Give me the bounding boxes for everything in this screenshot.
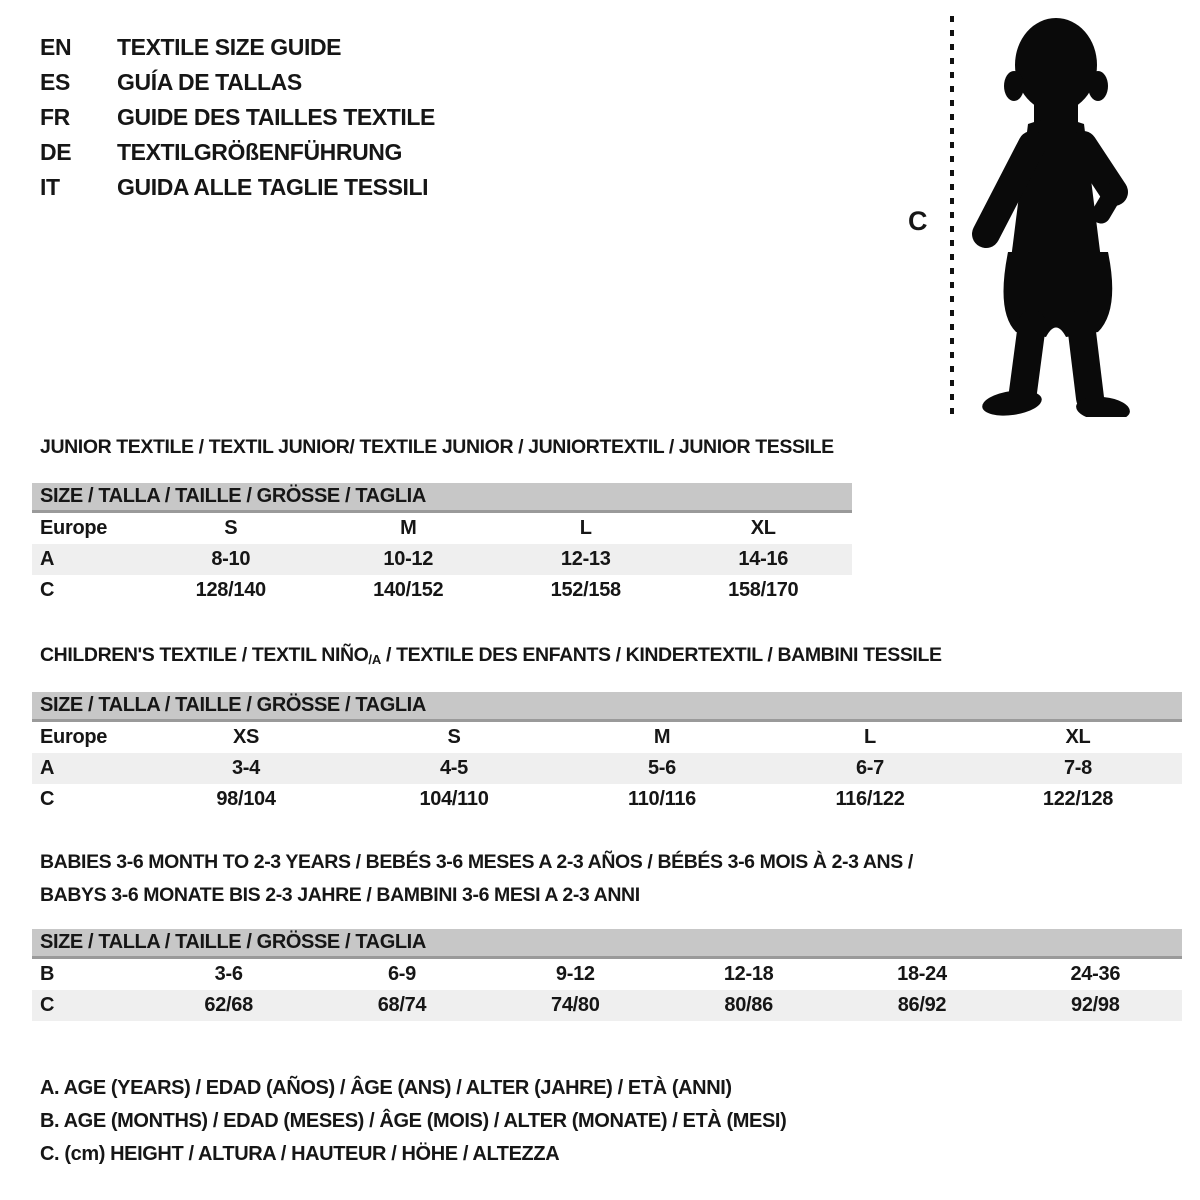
value-cell: 3-6 <box>214 963 243 985</box>
row-label: C <box>40 994 55 1016</box>
table-row <box>32 753 1182 784</box>
value-cell: 140/152 <box>373 579 444 601</box>
table-row <box>32 959 1182 990</box>
value-cell: 8-10 <box>211 548 251 570</box>
language-code: ES <box>40 69 70 95</box>
size-cell: XL <box>750 517 776 539</box>
value-cell: 62/68 <box>204 994 253 1016</box>
value-cell: 5-6 <box>647 757 676 779</box>
value-cell: 116/122 <box>835 788 905 810</box>
value-cell: 24-36 <box>1070 963 1121 985</box>
junior-section-title: JUNIOR TEXTILE / TEXTIL JUNIOR/ TEXTILE JUNIOR / JUNIORTEXTIL / JUNIOR TESSILE <box>40 436 834 458</box>
size-cell: M <box>653 726 671 748</box>
value-cell: 122/128 <box>1042 788 1114 810</box>
language-label: TEXTILGRÖßENFÜHRUNG <box>117 139 402 165</box>
value-cell: 7-8 <box>1063 757 1092 779</box>
legend-line-a: A. AGE (YEARS) / EDAD (AÑOS) / ÂGE (ANS) / ALTER (JAHRE) / ETÀ (ANNI) <box>40 1077 732 1099</box>
size-table-header: SIZE / TALLA / TAILLE / GRÖSSE / TAGLIA <box>32 692 1182 722</box>
language-row-es <box>40 65 435 100</box>
value-cell: 18-24 <box>897 963 947 985</box>
row-label: Europe <box>40 517 108 539</box>
size-cell: XL <box>1065 726 1091 748</box>
language-list <box>40 30 435 205</box>
children-title-post: / TEXTILE DES ENFANTS / KINDERTEXTIL / BAMBINI TESSILE <box>381 644 942 666</box>
value-cell: 9-12 <box>555 963 595 985</box>
legend-line-b: B. AGE (MONTHS) / EDAD (MESES) / ÂGE (MOIS) / ALTER (MONATE) / ETÀ (MESI) <box>40 1110 787 1132</box>
value-cell: 3-4 <box>231 757 260 779</box>
junior-size-table <box>32 483 852 606</box>
value-cell: 12-18 <box>723 963 774 985</box>
babies-section-title-line1: BABIES 3-6 MONTH TO 2-3 YEARS / BEBÉS 3-6 MESES A 2-3 AÑOS / BÉBÉS 3-6 MOIS À 2-3 ANS / <box>40 851 913 873</box>
value-cell: 128/140 <box>195 579 266 601</box>
language-label: GUÍA DE TALLAS <box>117 69 302 95</box>
value-cell: 104/110 <box>419 788 489 810</box>
size-cell: S <box>447 726 461 748</box>
table-row <box>32 722 1182 753</box>
size-table-header: SIZE / TALLA / TAILLE / GRÖSSE / TAGLIA <box>32 929 1182 959</box>
legend-line-c: C. (cm) HEIGHT / ALTURA / HAUTEUR / HÖHE / ALTEZZA <box>40 1143 560 1165</box>
row-label: Europe <box>40 726 108 748</box>
row-label: A <box>40 548 55 570</box>
value-cell: 14-16 <box>738 548 789 570</box>
language-code: EN <box>40 34 72 60</box>
table-row <box>32 544 852 575</box>
language-row-de <box>40 135 435 170</box>
value-cell: 12-13 <box>560 548 611 570</box>
height-measure-label: C <box>908 206 928 236</box>
language-row-fr <box>40 100 435 135</box>
size-cell: S <box>224 517 238 539</box>
row-label: A <box>40 757 55 779</box>
value-cell: 4-5 <box>439 757 468 779</box>
size-table-header: SIZE / TALLA / TAILLE / GRÖSSE / TAGLIA <box>32 483 852 513</box>
value-cell: 80/86 <box>724 994 773 1016</box>
value-cell: 10-12 <box>383 548 434 570</box>
table-row <box>32 575 852 606</box>
size-cell: XS <box>232 726 260 748</box>
language-row-it <box>40 170 435 205</box>
language-label: GUIDE DES TAILLES TEXTILE <box>117 104 435 130</box>
value-cell: 86/92 <box>897 994 947 1016</box>
size-cell: L <box>864 726 876 748</box>
table-row <box>32 513 852 544</box>
children-size-table <box>32 692 1182 815</box>
measurement-legend <box>40 1072 786 1171</box>
language-label: TEXTILE SIZE GUIDE <box>117 34 342 60</box>
value-cell: 152/158 <box>550 579 621 601</box>
value-cell: 98/104 <box>216 788 276 810</box>
row-label: C <box>40 579 55 601</box>
size-cell: M <box>400 517 417 539</box>
language-row-en <box>40 30 435 65</box>
language-label: GUIDA ALLE TAGLIE TESSILI <box>117 174 429 200</box>
children-title-sub: /A <box>368 652 382 667</box>
language-code: FR <box>40 104 70 130</box>
children-title-pre: CHILDREN'S TEXTILE / TEXTIL NIÑO <box>40 644 369 666</box>
babies-section-title-line2: BABYS 3-6 MONATE BIS 2-3 JAHRE / BAMBINI 3-6 MESI A 2-3 ANNI <box>40 884 640 906</box>
value-cell: 110/116 <box>628 788 696 810</box>
value-cell: 68/74 <box>377 994 427 1016</box>
row-label: B <box>40 963 55 985</box>
language-code: IT <box>40 174 60 200</box>
table-row <box>32 784 1182 815</box>
toddler-silhouette-icon <box>962 12 1142 417</box>
table-row <box>32 990 1182 1021</box>
value-cell: 92/98 <box>1071 994 1120 1016</box>
value-cell: 74/80 <box>551 994 600 1016</box>
row-label: C <box>40 788 55 810</box>
value-cell: 158/170 <box>728 579 799 601</box>
babies-size-table <box>32 929 1182 1021</box>
value-cell: 6-9 <box>387 963 416 985</box>
size-cell: L <box>579 517 592 539</box>
language-code: DE <box>40 139 72 165</box>
value-cell: 6-7 <box>855 757 884 779</box>
children-section-title <box>40 644 942 667</box>
height-measure-line <box>948 16 956 416</box>
